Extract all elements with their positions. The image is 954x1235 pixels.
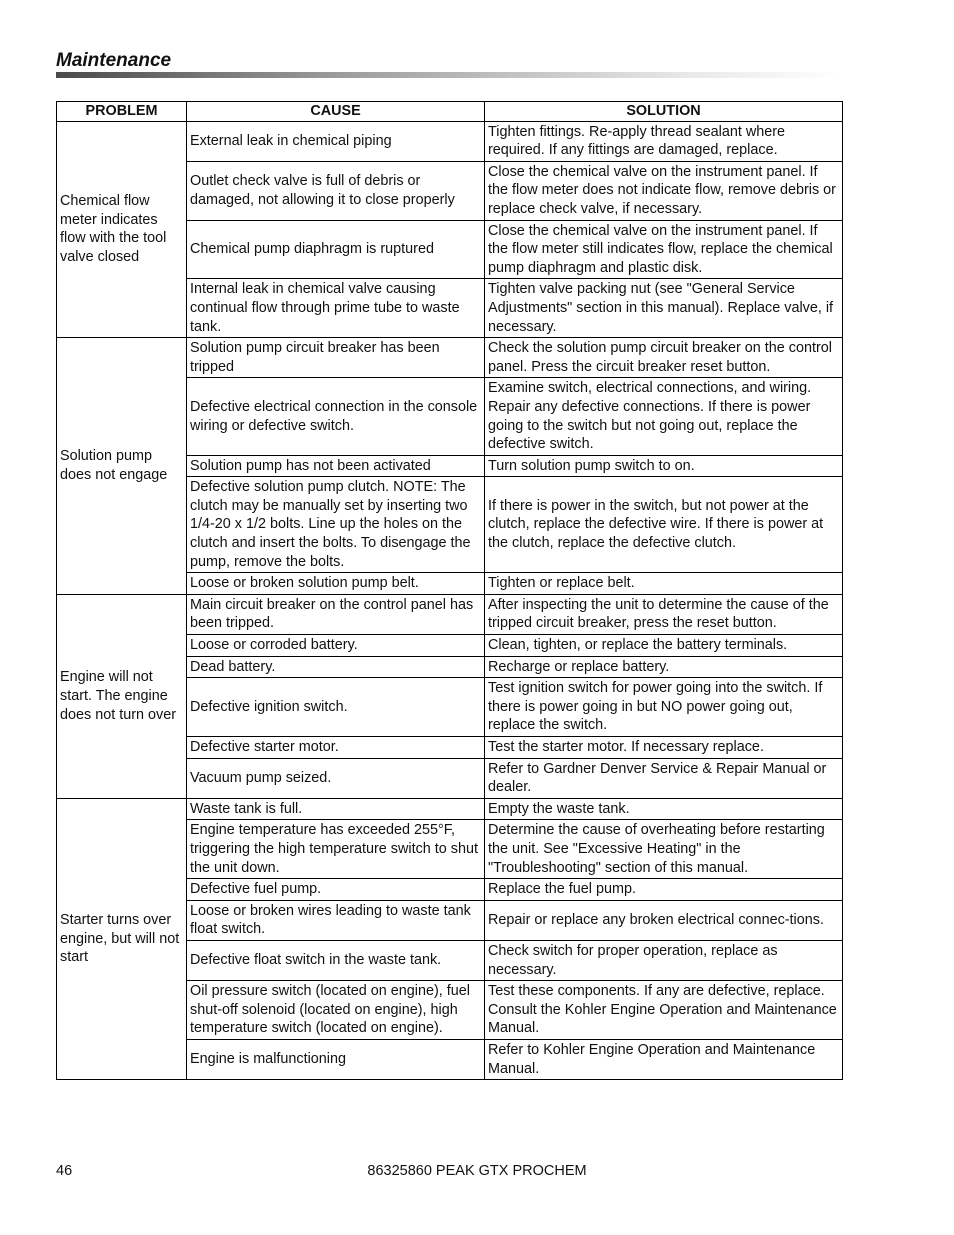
table-row [57, 338, 843, 378]
problem-cell: Solution pump does not engage [57, 338, 187, 595]
cause-cell: Loose or corroded battery. [187, 635, 485, 657]
solution-cell: Close the chemical valve on the instrument panel. If the flow meter does not indicate flow, remove debris or replace check valve, if necessary. [485, 161, 843, 220]
footer-doc-title [0, 1163, 954, 1179]
cause-cell: Internal leak in chemical valve causing continual flow through prime tube to waste tank. [187, 279, 485, 338]
section-title: Maintenance [56, 50, 172, 71]
solution-cell: Check switch for proper operation, replace as necessary. [485, 940, 843, 980]
column-header-solution: SOLUTION [485, 102, 843, 122]
solution-cell: Replace the fuel pump. [485, 879, 843, 901]
solution-cell: If there is power in the switch, but not power at the clutch, replace the defective wire. If there is power at the clutch, replace the defective clutch. [485, 477, 843, 573]
cause-cell: Engine temperature has exceeded 255°F, triggering the high temperature switch to shut the unit down. [187, 820, 485, 879]
problem-cell: Chemical flow meter indicates flow with the tool valve closed [57, 121, 187, 338]
cause-cell: Waste tank is full. [187, 798, 485, 820]
problem-cell: Starter turns over engine, but will not start [57, 798, 187, 1079]
cause-cell: Loose or broken wires leading to waste tank float switch. [187, 900, 485, 940]
page-number: 46 [56, 1163, 73, 1179]
solution-cell: Tighten valve packing nut (see "General Service Adjustments" section in this manual). Replace valve, if necessary. [485, 279, 843, 338]
troubleshooting-table [56, 101, 843, 1080]
solution-cell: Tighten fittings. Re-apply thread sealant where required. If any fittings are damaged, replace. [485, 121, 843, 161]
footer-doc-title-text: 86325860 PEAK GTX PROCHEM [367, 1163, 587, 1179]
cause-cell: Defective electrical connection in the console wiring or defective switch. [187, 378, 485, 455]
column-header-problem: PROBLEM [57, 102, 187, 122]
cause-cell: Main circuit breaker on the control panel has been tripped. [187, 594, 485, 634]
solution-cell: Examine switch, electrical connections, and wiring. Repair any defective connections. If there is power going to the switch but not going out, replace the defective switch. [485, 378, 843, 455]
table-row [57, 594, 843, 634]
solution-cell: Empty the waste tank. [485, 798, 843, 820]
cause-cell: Oil pressure switch (located on engine), fuel shut-off solenoid (located on engine), high temperature switch (located on engine). [187, 981, 485, 1040]
cause-cell: Vacuum pump seized. [187, 758, 485, 798]
cause-cell: Defective fuel pump. [187, 879, 485, 901]
solution-cell: Test the starter motor. If necessary replace. [485, 737, 843, 759]
title-rule [56, 72, 842, 78]
table-row [57, 798, 843, 820]
cause-cell: Loose or broken solution pump belt. [187, 573, 485, 595]
solution-cell: Clean, tighten, or replace the battery terminals. [485, 635, 843, 657]
solution-cell: Turn solution pump switch to on. [485, 455, 843, 477]
table-row [57, 121, 843, 161]
solution-cell: Repair or replace any broken electrical connec-tions. [485, 900, 843, 940]
cause-cell: Outlet check valve is full of debris or damaged, not allowing it to close properly [187, 161, 485, 220]
solution-cell: After inspecting the unit to determine the cause of the tripped circuit breaker, press the reset button. [485, 594, 843, 634]
cause-cell: Dead battery. [187, 656, 485, 678]
problem-cell: Engine will not start. The engine does not turn over [57, 594, 187, 798]
cause-cell: Solution pump circuit breaker has been tripped [187, 338, 485, 378]
solution-cell: Refer to Kohler Engine Operation and Maintenance Manual. [485, 1039, 843, 1079]
cause-cell: Defective starter motor. [187, 737, 485, 759]
solution-cell: Recharge or replace battery. [485, 656, 843, 678]
column-header-cause: CAUSE [187, 102, 485, 122]
cause-cell: Chemical pump diaphragm is ruptured [187, 220, 485, 279]
solution-cell: Check the solution pump circuit breaker on the control panel. Press the circuit breaker reset button. [485, 338, 843, 378]
cause-cell: Defective solution pump clutch. NOTE: The clutch may be manually set by inserting two 1/4-20 x 1/2 bolts. Line up the holes on the clutch and insert the bolts. To disengage the pump, remove the bolts. [187, 477, 485, 573]
solution-cell: Test ignition switch for power going into the switch. If there is power going in but NO power going out, replace the switch. [485, 678, 843, 737]
solution-cell: Test these components. If any are defective, replace. Consult the Kohler Engine Operation and Maintenance Manual. [485, 981, 843, 1040]
solution-cell: Close the chemical valve on the instrument panel. If the flow meter still indicates flow, replace the chemical pump diaphragm and plastic disk. [485, 220, 843, 279]
cause-cell: External leak in chemical piping [187, 121, 485, 161]
cause-cell: Defective float switch in the waste tank. [187, 940, 485, 980]
cause-cell: Solution pump has not been activated [187, 455, 485, 477]
cause-cell: Defective ignition switch. [187, 678, 485, 737]
solution-cell: Tighten or replace belt. [485, 573, 843, 595]
solution-cell: Determine the cause of overheating before restarting the unit. See "Excessive Heating" in the "Troubleshooting" section of this manual. [485, 820, 843, 879]
solution-cell: Refer to Gardner Denver Service & Repair Manual or dealer. [485, 758, 843, 798]
table-header-row [57, 102, 843, 122]
cause-cell: Engine is malfunctioning [187, 1039, 485, 1079]
